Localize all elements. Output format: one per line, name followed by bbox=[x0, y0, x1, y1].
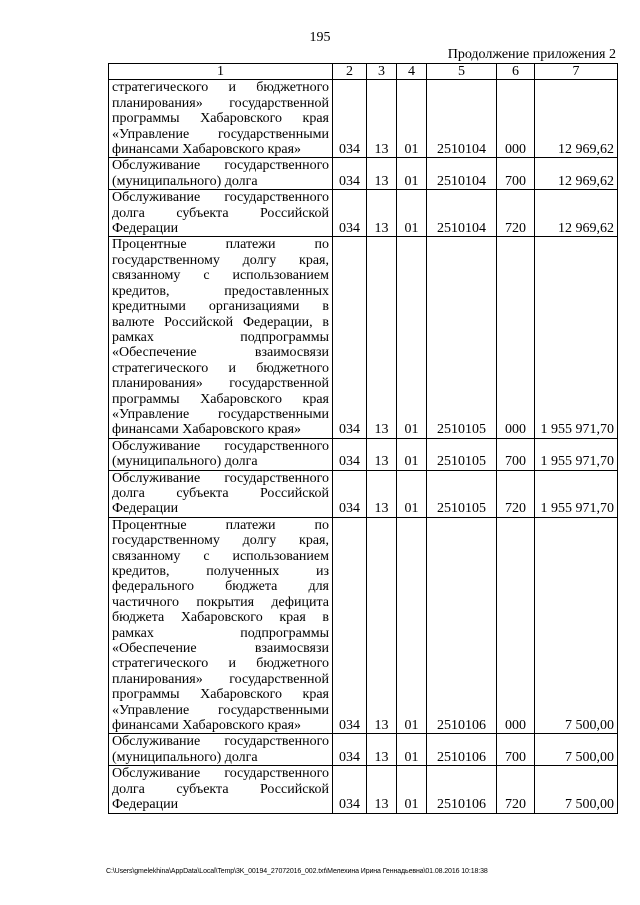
row-code-subsection: 01 bbox=[397, 190, 427, 237]
row-code-section: 13 bbox=[367, 517, 397, 734]
row-description: Обслуживание государственного долга субъекта Российской Федерации bbox=[109, 190, 333, 237]
row-code-section: 13 bbox=[367, 158, 397, 190]
row-code-subsection: 01 bbox=[397, 766, 427, 813]
row-code-section: 13 bbox=[367, 734, 397, 766]
row-code-section: 13 bbox=[367, 438, 397, 470]
row-code-expense-type: 720 bbox=[497, 766, 535, 813]
row-description: стратегического и бюджетного планирования» государственной программы Хабаровского края «Управление государственными финансами Хабаровского края» bbox=[109, 80, 333, 158]
row-description: Обслуживание государственного (муниципального) долга bbox=[109, 734, 333, 766]
row-amount: 12 969,62 bbox=[535, 80, 618, 158]
row-description: Обслуживание государственного (муниципального) долга bbox=[109, 158, 333, 190]
header-col-6: 6 bbox=[497, 64, 535, 80]
row-code-subsection: 01 bbox=[397, 158, 427, 190]
row-code-subsection: 01 bbox=[397, 734, 427, 766]
row-code-subsection: 01 bbox=[397, 517, 427, 734]
row-code-expense-type: 700 bbox=[497, 734, 535, 766]
row-description: Обслуживание государственного долга субъекта Российской Федерации bbox=[109, 766, 333, 813]
header-col-7: 7 bbox=[535, 64, 618, 80]
header-col-1: 1 bbox=[109, 64, 333, 80]
row-amount: 12 969,62 bbox=[535, 158, 618, 190]
row-code-target: 2510106 bbox=[427, 517, 497, 734]
header-col-3: 3 bbox=[367, 64, 397, 80]
row-code-section: 13 bbox=[367, 470, 397, 517]
table-row bbox=[109, 517, 618, 734]
row-code-expense-type: 700 bbox=[497, 438, 535, 470]
table-row bbox=[109, 470, 618, 517]
row-amount: 7 500,00 bbox=[535, 766, 618, 813]
row-code-subsection: 01 bbox=[397, 438, 427, 470]
row-code-section: 13 bbox=[367, 190, 397, 237]
row-description: Обслуживание государственного (муниципального) долга bbox=[109, 438, 333, 470]
header-col-5: 5 bbox=[427, 64, 497, 80]
row-code-ministry: 034 bbox=[333, 470, 367, 517]
row-amount: 1 955 971,70 bbox=[535, 237, 618, 438]
row-code-target: 2510106 bbox=[427, 734, 497, 766]
row-code-target: 2510104 bbox=[427, 80, 497, 158]
row-code-ministry: 034 bbox=[333, 237, 367, 438]
row-amount: 7 500,00 bbox=[535, 517, 618, 734]
row-code-subsection: 01 bbox=[397, 470, 427, 517]
row-code-ministry: 034 bbox=[333, 158, 367, 190]
row-code-expense-type: 000 bbox=[497, 80, 535, 158]
row-code-ministry: 034 bbox=[333, 438, 367, 470]
row-description: Обслуживание государственного долга субъекта Российской Федерации bbox=[109, 470, 333, 517]
page-number: 195 bbox=[309, 30, 331, 45]
row-code-expense-type: 000 bbox=[497, 237, 535, 438]
row-code-ministry: 034 bbox=[333, 766, 367, 813]
file-path-footer: C:\Users\gmelekhina\AppData\Local\Temp\3K_00194_27072016_002.txt\Мелехина Ирина Геннадьевна\01.08.2016 10:18:38 bbox=[106, 868, 488, 875]
row-code-target: 2510105 bbox=[427, 237, 497, 438]
budget-table bbox=[108, 63, 618, 814]
row-description: Процентные платежи по государственному долгу края, связанному с использованием кредитов, полученных из федерального бюджета для частичного покрытия дефицита бюджета Хабаровского края в рамках подпрограммы «Обеспечение взаимосвязи стратегического и бюджетного планирования» государственной программы Хабаровского края «Управление государственными финансами Хабаровского края» bbox=[109, 517, 333, 734]
row-code-section: 13 bbox=[367, 80, 397, 158]
table-row bbox=[109, 237, 618, 438]
header-row bbox=[109, 64, 618, 80]
continuation-note: Продолжение приложения 2 bbox=[447, 47, 616, 62]
row-code-ministry: 034 bbox=[333, 517, 367, 734]
row-code-target: 2510104 bbox=[427, 190, 497, 237]
header-col-2: 2 bbox=[333, 64, 367, 80]
row-code-ministry: 034 bbox=[333, 190, 367, 237]
table-row bbox=[109, 766, 618, 813]
row-amount: 12 969,62 bbox=[535, 190, 618, 237]
row-code-ministry: 034 bbox=[333, 734, 367, 766]
row-amount: 1 955 971,70 bbox=[535, 438, 618, 470]
table-row bbox=[109, 734, 618, 766]
row-code-subsection: 01 bbox=[397, 80, 427, 158]
table-row bbox=[109, 190, 618, 237]
row-code-section: 13 bbox=[367, 766, 397, 813]
row-amount: 1 955 971,70 bbox=[535, 470, 618, 517]
row-code-expense-type: 700 bbox=[497, 158, 535, 190]
row-description: Процентные платежи по государственному долгу края, связанному с использованием кредитов, предоставленных кредитными организациями в валюте Российской Федерации, в рамках подпрограммы «Обеспечение взаимосвязи стратегического и бюджетного планирования» государственной программы Хабаровского края «Управление государственными финансами Хабаровского края» bbox=[109, 237, 333, 438]
row-code-expense-type: 720 bbox=[497, 190, 535, 237]
row-code-target: 2510104 bbox=[427, 158, 497, 190]
row-amount: 7 500,00 bbox=[535, 734, 618, 766]
table-row bbox=[109, 438, 618, 470]
row-code-section: 13 bbox=[367, 237, 397, 438]
row-code-subsection: 01 bbox=[397, 237, 427, 438]
table-row bbox=[109, 158, 618, 190]
table-row bbox=[109, 80, 618, 158]
row-code-ministry: 034 bbox=[333, 80, 367, 158]
row-code-target: 2510105 bbox=[427, 438, 497, 470]
row-code-expense-type: 000 bbox=[497, 517, 535, 734]
row-code-expense-type: 720 bbox=[497, 470, 535, 517]
row-code-target: 2510105 bbox=[427, 470, 497, 517]
header-col-4: 4 bbox=[397, 64, 427, 80]
row-code-target: 2510106 bbox=[427, 766, 497, 813]
